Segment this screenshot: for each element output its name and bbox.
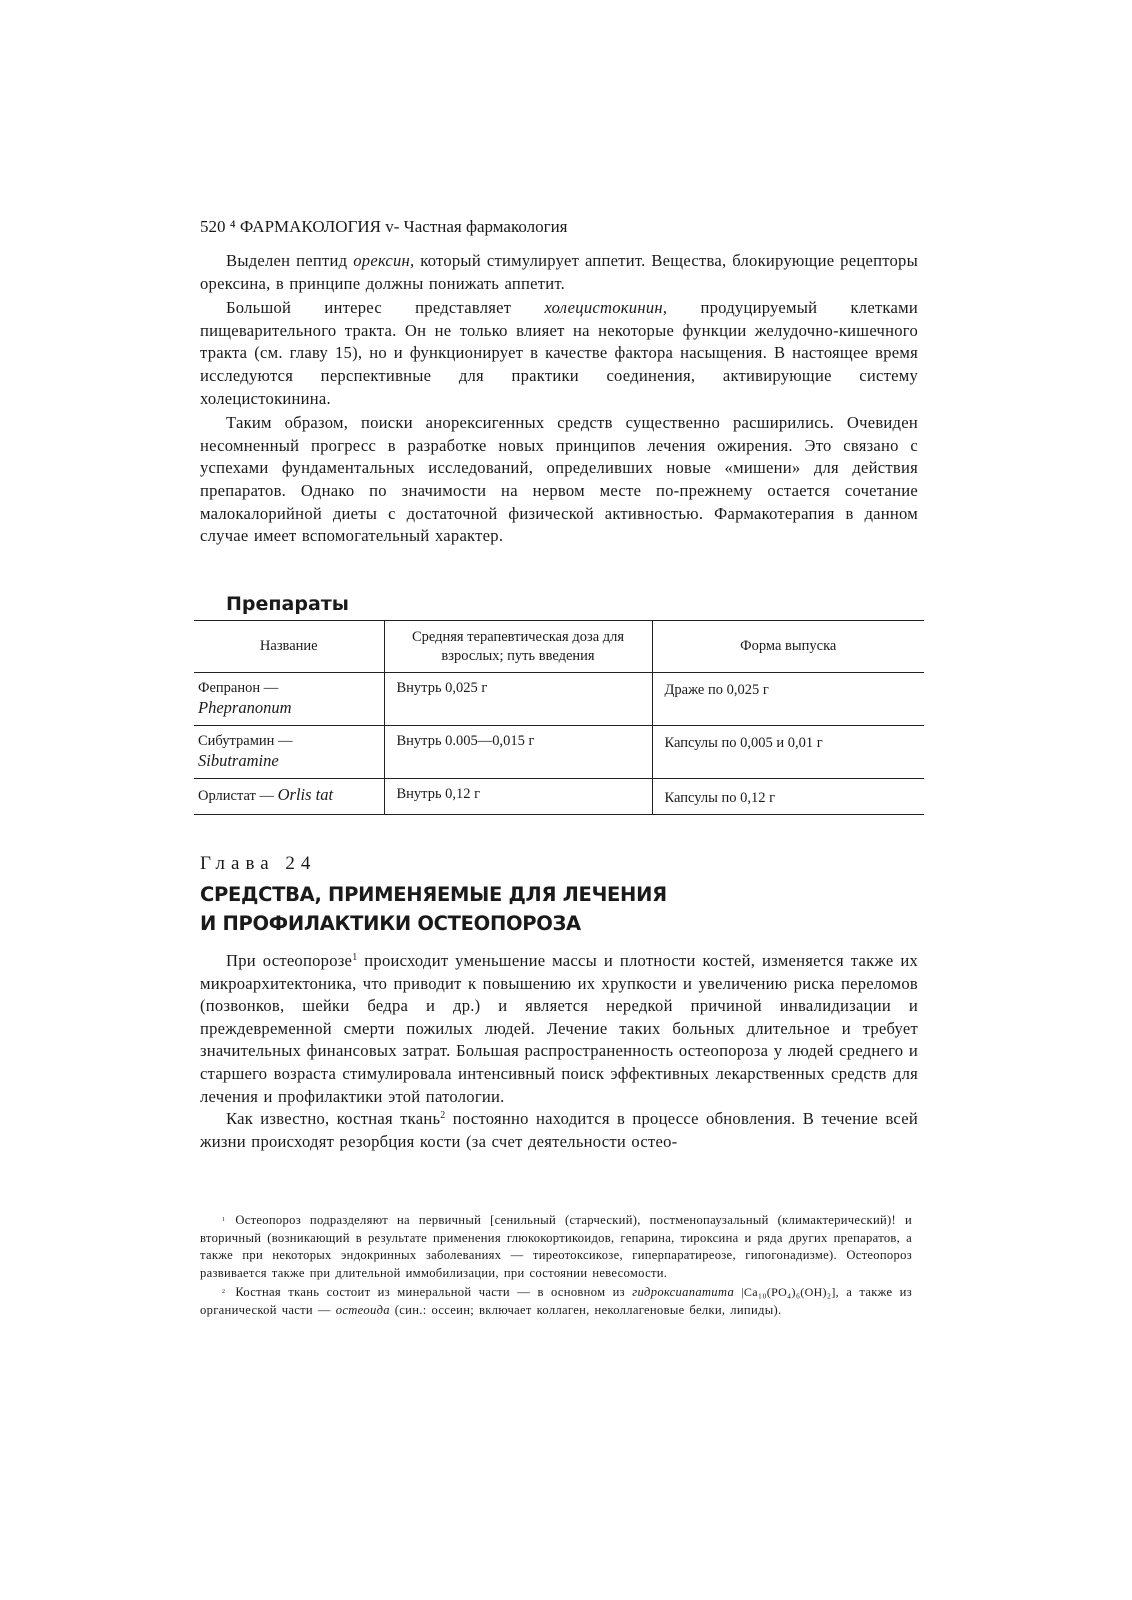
footnote-text: Остеопороз подразделяют на первичный [сенильный (старческий), постменопаузальный (климактерический)! и вторичный (возникающий в результате применения глюкокортикоидов, гепарина, тироксина и ряда других препаратов, а также при некоторых эндокринных заболеваниях — тиреотоксикозе, гиперпаратиреозе, гипогонадизме). Остеопороз развивается также при длительной иммобилизации, при состоянии невесомости. <box>200 1213 912 1280</box>
footnote-reference: 2 <box>440 1110 446 1122</box>
text-span: Большой интерес представляет <box>226 298 545 318</box>
column-header-dose: Средняя терапевтическая доза для взрослых; путь введения <box>384 621 652 673</box>
chapter-title-line: СРЕДСТВА, ПРИМЕНЯЕМЫЕ ДЛЯ ЛЕЧЕНИЯ <box>200 883 667 906</box>
drugs-heading: Препараты <box>226 593 349 615</box>
paragraph-bone-tissue <box>200 1108 918 1153</box>
term-hydroxyapatite: гидроксиапатита <box>632 1285 735 1300</box>
text-span: постоянно находится в процессе обновления. В течение всей жизни происходят резорбция кости (за счет деятельности остео- <box>200 1109 918 1151</box>
footnote-text: (син.: оссеин; включает коллаген, неколлагеновые белки, липиды). <box>389 1302 782 1317</box>
chapter-body-text <box>200 950 918 1153</box>
footnote-marker: 2 <box>222 1289 226 1296</box>
drug-name: Фепранон — <box>198 680 279 696</box>
drug-name-cell <box>194 726 384 779</box>
table-row <box>194 779 924 815</box>
table-header-row <box>194 621 924 673</box>
paragraph-orexin <box>200 250 918 295</box>
drug-form-cell: Драже по 0,025 г <box>652 673 924 726</box>
running-header: 520 ⁴ ФАРМАКОЛОГИЯ v- Частная фармакология <box>200 217 568 236</box>
column-header-name: Название <box>194 621 384 673</box>
text-span: Как известно, костная ткань <box>226 1109 441 1129</box>
drug-dose-cell: Внутрь 0.005—0,015 г <box>384 726 652 779</box>
footnote-reference: 1 <box>352 952 358 963</box>
drug-latin-name: Sibutramine <box>198 751 279 770</box>
chapter-title-line: И ПРОФИЛАКТИКИ ОСТЕОПОРОЗА <box>200 912 581 935</box>
text-span: При остеопорозе <box>226 951 353 970</box>
term-osteoid: остеоида <box>335 1302 390 1317</box>
footnote-2 <box>200 1284 912 1319</box>
intro-text <box>200 250 918 548</box>
term-orexin: орексин, <box>353 251 415 270</box>
term-cholecystokinin: холецистокинин, <box>544 298 668 318</box>
column-header-form: Форма выпуска <box>652 621 924 673</box>
drug-name: Орлистат — <box>198 788 278 804</box>
drug-name: Сибутрамин — <box>198 733 293 749</box>
text-span: происходит уменьшение массы и плотности костей, изменяется также их микроархитектоника, что приводит к повышению их хрупкости и увеличению риска переломов (позвонков, шейки бедра и др.) и является нередкой причиной инвалидизации и преждевременной смерти пожилых людей. Лечение таких больных длительное и требует значительных финансовых затрат. Большая распространенность остеопороза у людей среднего и старшего возраста стимулировала интенсивный поиск эффективных лекарственных средств для лечения и профилактики этой патологии. <box>200 951 918 1106</box>
drug-name-cell <box>194 673 384 726</box>
drug-dose-cell: Внутрь 0,12 г <box>384 779 652 815</box>
footnote-text: Костная ткань состоит из минеральной части — в основном из <box>235 1285 633 1300</box>
drug-form-cell: Капсулы по 0,12 г <box>652 779 924 815</box>
text-span: Выделен пептид <box>226 251 354 270</box>
footnote-marker: 1 <box>222 1217 226 1223</box>
chapter-number: Глава 24 <box>200 853 317 874</box>
chapter-title <box>200 880 920 938</box>
table-row <box>194 726 924 779</box>
table-row <box>194 673 924 726</box>
drug-dose-cell: Внутрь 0,025 г <box>384 673 652 726</box>
footnote-1 <box>200 1212 912 1282</box>
drug-form-cell: Капсулы по 0,005 и 0,01 г <box>652 726 924 779</box>
chemical-formula: |Ca₁₀(PO₄)₆(OH)₂], <box>734 1285 839 1300</box>
paragraph-conclusion: Таким образом, поиски анорексигенных средств существенно расширились. Очевиден несомненный прогресс в разработке новых принципов лечения ожирения. Это связано с успехами фундаментальных исследований, определивших новые «мишени» для действия препаратов. Однако по значимости на нервом месте по-прежнему остается сочетание малокалорийной диеты с достаточной физической активностью. Фармакотерапия в данном случае имеет вспомогательный характер. <box>200 413 918 546</box>
paragraph-cholecystokinin <box>200 297 918 410</box>
text-span: который стимулирует аппетит. Вещества, блокирующие рецепторы орексина, в принципе должны понижать аппетит. <box>200 251 918 293</box>
drug-name-cell <box>194 779 384 815</box>
footnote-text: а также из органической части — <box>200 1285 912 1317</box>
drugs-table <box>194 620 924 815</box>
paragraph-osteoporosis <box>200 950 918 1108</box>
footnotes <box>200 1212 912 1320</box>
drug-latin-name: Orlis tat <box>277 785 334 804</box>
text-span: продуцируемый клетками пищеварительного тракта. Он не только влияет на некоторые функции желудочно-кишечного тракта (см. главу 15), но и функционирует в качестве фактора насыщения. В настоящее время исследуются перспективные для практики соединения, активирующие систему холецистокинина. <box>200 298 918 408</box>
drug-latin-name: Phepranonum <box>198 698 292 717</box>
